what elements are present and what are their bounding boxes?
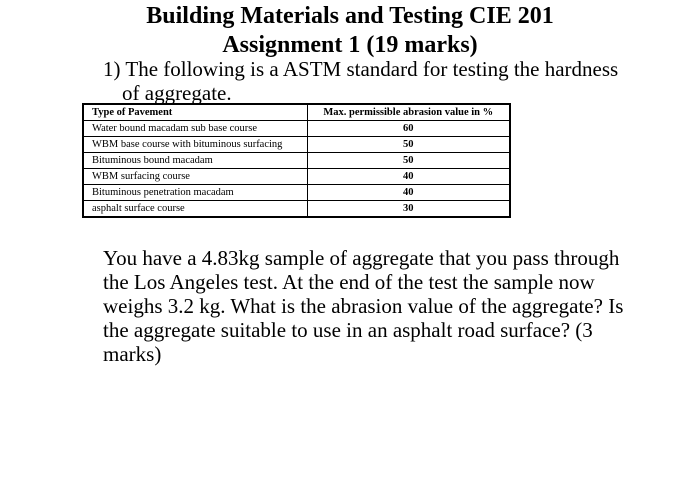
pavement-type-cell: WBM base course with bituminous surfacing [83,137,307,153]
pavement-type-cell: Water bound macadam sub base course [83,121,307,137]
abrasion-value-cell: 50 [307,137,510,153]
table-row [83,137,510,153]
abrasion-value-cell: 50 [307,153,510,169]
abrasion-value-cell: 30 [307,201,510,218]
assignment-subtitle: Assignment 1 (19 marks) [222,32,478,58]
question-1-line-2: of aggregate. [122,81,232,105]
pavement-type-cell: Bituminous penetration macadam [83,185,307,201]
astm-abrasion-table [82,103,511,218]
table-row [83,185,510,201]
question-1-line-1: 1) The following is a ASTM standard for testing the hardness [103,57,619,81]
question-2-text: You have a 4.83kg sample of aggregate that you pass through the Los Angeles test. At the end of the test the sample now weighs 3.2 kg. What is the abrasion value of the aggregate? Is the aggregate suitable to use in an asphalt road surface? (3 marks) [103,246,624,366]
table-row [83,201,510,218]
page-title: Building Materials and Testing CIE 201 [146,3,554,29]
header-type-of-pavement: Type of Pavement [83,104,307,121]
pavement-type-cell: WBM surfacing course [83,169,307,185]
abrasion-value-cell: 40 [307,185,510,201]
question-1-text [103,57,663,105]
pavement-type-cell: Bituminous bound macadam [83,153,307,169]
table-row [83,169,510,185]
abrasion-value-cell: 40 [307,169,510,185]
table-row [83,121,510,137]
abrasion-value-cell: 60 [307,121,510,137]
header-max-abrasion-value: Max. permissible abrasion value in % [307,104,510,121]
table-row [83,153,510,169]
table-header-row [83,104,510,121]
pavement-type-cell: asphalt surface course [83,201,307,218]
